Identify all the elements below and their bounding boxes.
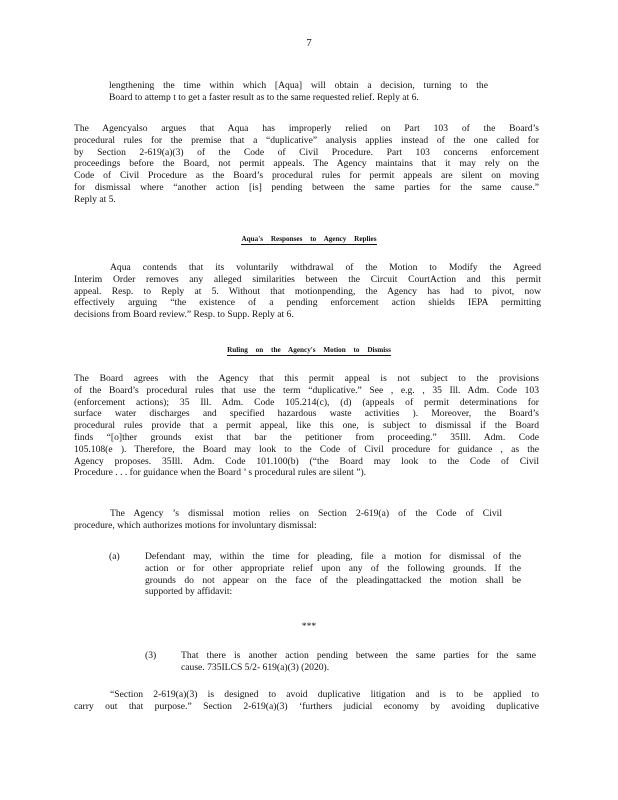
section-heading-ruling: Ruling on the Agency's Motion to Dismiss — [227, 346, 391, 354]
text-line: supported by affidavit: — [145, 586, 233, 598]
text-line: That there is another action pending between the same parties for the same — [181, 650, 536, 661]
text-line: procedural rules provide that a permit appeal, like this one, is subject to dismissal if the Board — [74, 420, 539, 432]
text-line: carry out that purpose.” Section 2-619(a)(3) ‘furthers judicial economy by avoiding duplicative — [74, 700, 539, 712]
text-line: The Agency ’s dismissal motion relies on Section 2-619(a) of the Code of Civil — [110, 508, 502, 519]
text-line: lengthening the time within which [Aqua] will obtain a decision, turning to the — [109, 80, 488, 91]
text-line: The Agencyalso argues that Aqua has improperly relied on Part 103 of the Board’s — [74, 123, 539, 134]
text-line: decisions from Board review.” Resp. to Supp. Reply at 6. — [74, 309, 294, 321]
paragraph-agency-dismissal-motion — [74, 508, 502, 532]
text-line: by Section 2-619(a)(3) of the Code of Civil Procedure. Part 103 concerns enforcement — [74, 146, 539, 158]
text-line: for dismissal where “another action [is] pending between the same parties for the same cause.” — [74, 181, 539, 193]
text-line: Agency proposes. 35Ill. Adm. Code 101.100(b) (“the Board may look to the Code of Civil — [74, 455, 539, 467]
text-line: 105.108(e ). Therefore, the Board may look to the Code of Civil procedure for guidance , as the — [74, 443, 539, 455]
text-line: The Board agrees with the Agency that this permit appeal is not subject to the provisions — [74, 373, 539, 384]
text-line: (enforcement actions); 35 Ill. Adm. Code 105.214(c), (d) (appeals of permit determinations for — [74, 396, 539, 408]
text-line: Code of Civil Procedure as the Board’s procedural rules for permit appeals are silent on moving — [74, 170, 539, 182]
page-number: 7 — [306, 37, 312, 49]
paragraph-board-agrees — [74, 373, 539, 479]
text-line: “Section 2-619(a)(3) is designed to avoid duplicative litigation and is to be applied to — [110, 689, 539, 700]
text-line: Board to attemp t to get a faster result as to the same requested relief. Reply at 6. — [109, 91, 419, 103]
text-line: Interim Order removes any alleged similarities between the Circuit CourtAction and this permit — [74, 273, 541, 285]
text-line: action or for other appropriate relief upon any of the following grounds. If the — [145, 562, 521, 574]
text-line: procedural rules for the premise that a “duplicative” analysis applies instead of the one called for — [74, 134, 539, 146]
text-line: effectively arguing “the existence of a pending enforcement action shields IEPA permitting — [74, 297, 541, 309]
block-quote-3 — [181, 650, 536, 674]
text-line: Procedure . . . for guidance when the Board ’ s procedural rules are silent ”). — [74, 467, 367, 479]
text-line: cause. 735ILCS 5/2- 619(a)(3) (2020). — [181, 661, 330, 673]
quote-label-a: (a) — [109, 551, 120, 562]
text-line: of the Board’s procedural rules that use the term “duplicative.” See , e.g. , 35 Ill. Adm. Code 103 — [74, 384, 539, 396]
paragraph-aqua-contends — [74, 262, 541, 321]
paragraph-section-2-619 — [74, 689, 539, 713]
quote-label-3: (3) — [145, 650, 157, 661]
text-line: surface water discharges and specified hazardous waste activities ). Moreover, the Board’s — [74, 408, 539, 420]
block-quote-a — [145, 551, 521, 598]
paragraph-aqua-argument — [109, 80, 488, 104]
text-line: proceedings before the Board, not permit appeals. The Agency maintains that it may rely on the — [74, 158, 539, 170]
text-line: appeal. Resp. to Reply at 5. Without that motionpending, the Agency has had to pivot, now — [74, 285, 541, 297]
ellipsis-stars: *** — [301, 621, 317, 632]
text-line: procedure, which authorizes motions for involuntary dismissal: — [74, 519, 317, 531]
text-line: finds “[o]ther grounds exist that bar the petitioner from proceeding.” 35Ill. Adm. Code — [74, 431, 539, 443]
section-heading-aqua-responses: Aqua's Responses to Agency Replies — [241, 235, 377, 243]
paragraph-agency-argues — [74, 123, 539, 206]
text-line: Aqua contends that its voluntarily withdrawal of the Motion to Modify the Agreed — [110, 262, 541, 273]
text-line: Defendant may, within the time for pleading, file a motion for dismissal of the — [145, 551, 521, 562]
text-line: Reply at 5. — [74, 193, 116, 205]
text-line: grounds do not appear on the face of the pleadingattacked the motion shall be — [145, 574, 521, 586]
